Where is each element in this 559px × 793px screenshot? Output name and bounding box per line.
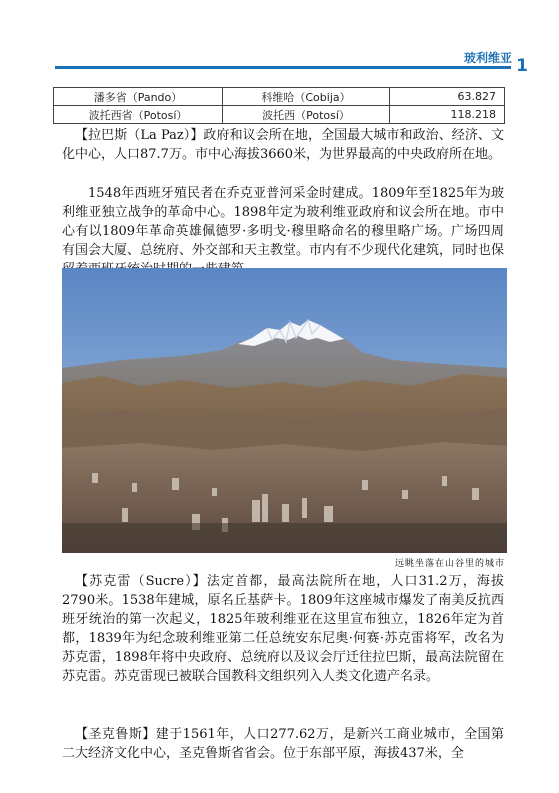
area-cell: 63.827 [390, 88, 505, 106]
paragraph-la-paz-history: 1548年西班牙殖民者在乔克亚普河采金时建成。1809年至1825年为玻利维亚独立战争的革命中心。1898年定为玻利维亚政府和议会所在地。市中心有以1809年革命英雄佩德罗·多明戈·穆里略命名的穆里略广场。广场四周有国会大厦、总统府、外交部和天主教堂。市内有不少现代化建筑，同时也保 [62, 186, 505, 258]
header-rule [55, 66, 511, 69]
running-header-title: 玻利维亚 [463, 51, 512, 65]
paragraph-santa-cruz: 【圣克鲁斯】建于1561年，人口277.62万，是新兴工商业城市，全国第二大经济文化中心，圣克鲁斯省省会。位于东部平原，海拔437米，全 [62, 727, 504, 761]
department-cell: 波托西省（Potosí） [54, 106, 223, 124]
department-table [53, 87, 505, 124]
area-cell: 118.218 [390, 106, 505, 124]
page-number: 1 [516, 56, 528, 76]
paragraph-sucre: 【苏克雷（Sucre）】法定首都，最高法院所在地，人口31.2万，海拔2790米。1538年建城，原名丘基萨卡。1809年这座城市爆发了南美反抗西班牙统治的第一次起义，1825年玻利维亚在这里宣布独立，1826年定为首都，1839年为纪念玻利维亚第二任总统安东尼奥·何赛·苏克雷将军，改名为苏克雷，1898年将中央政府、总统府以及议会厅迁往拉巴斯，最高法院留在苏克雷。苏克雷现已被联合国教科文组织列入人类文化遗产名录。 [62, 574, 504, 684]
table-row [54, 106, 505, 124]
paragraph-la-paz: 【拉巴斯（La Paz）】政府和议会所在地，全国最大城市和政治、经济、文化中心，人口87.7万。市中心海拔3660米，为世界最高的中央政府所在地。 [62, 128, 504, 162]
capital-cell: 科维哈（Cobija） [223, 88, 390, 106]
photo-caption: 远眺坐落在山谷里的城市 [394, 559, 505, 569]
department-cell: 潘多省（Pando） [54, 88, 223, 106]
table-row [54, 88, 505, 106]
city-valley-photo [62, 268, 507, 553]
capital-cell: 波托西（Potosí） [223, 106, 390, 124]
